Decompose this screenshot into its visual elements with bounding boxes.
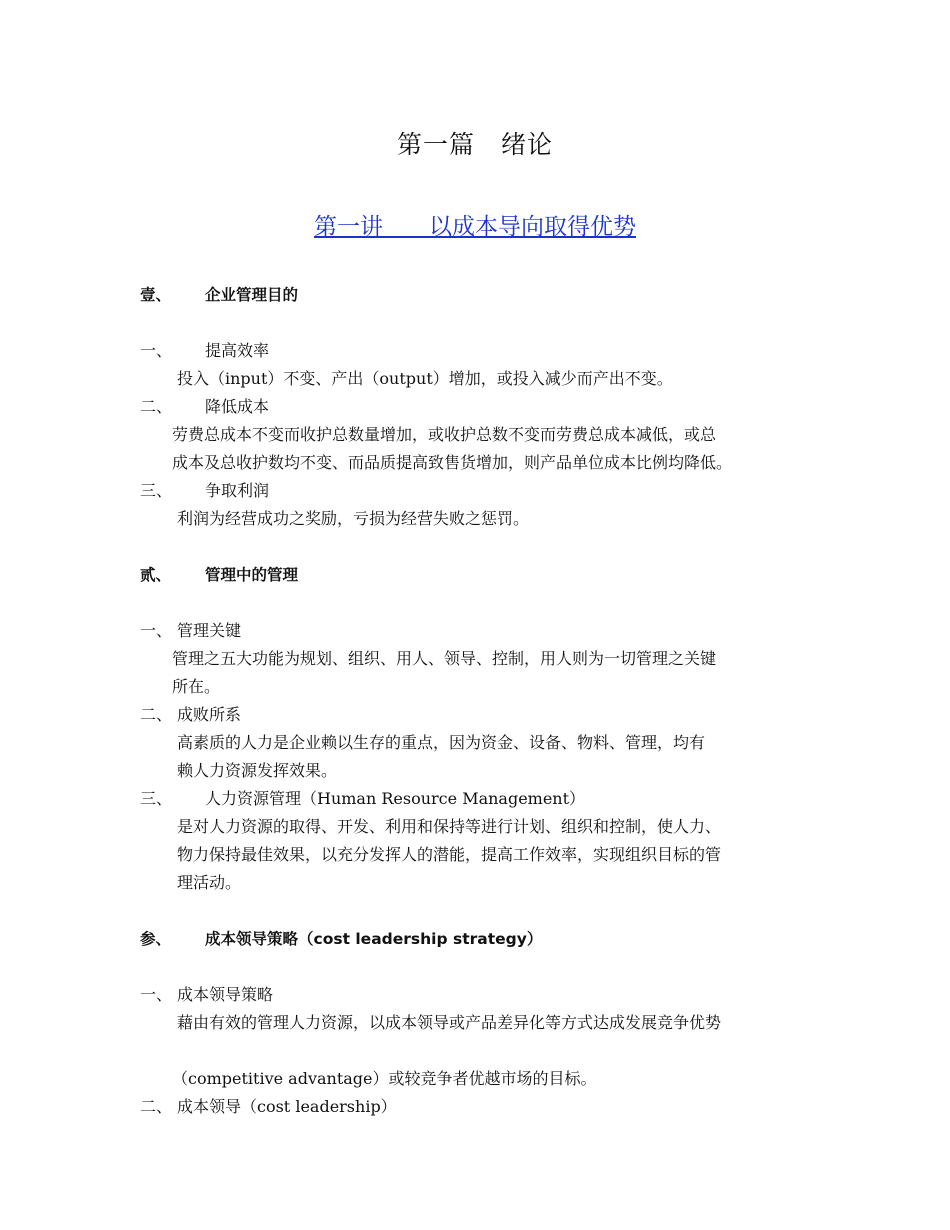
- paragraph-line: 投入（input）不变、产出（output）增加，或投入减少而产出不变。: [177, 369, 673, 388]
- paragraph-line: 赖人力资源发挥效果。: [177, 761, 338, 780]
- paragraph-line: 理活动。: [177, 873, 242, 892]
- item-number: 三、: [140, 481, 173, 500]
- section-number: 壹、: [140, 286, 172, 304]
- item-label: 成败所系: [177, 705, 242, 724]
- item-label: 成本领导（cost leadership）: [177, 1097, 397, 1116]
- paragraph-line: 高素质的人力是企业赖以生存的重点，因为资金、设备、物料、管理，均有: [177, 733, 706, 752]
- item-number: 三、: [140, 789, 173, 808]
- document-title: 第一篇 绪论: [396, 130, 553, 159]
- item-label: 降低成本: [205, 397, 270, 416]
- paragraph-line: 劳费总成本不变而收护总数量增加，或收护总数不变而劳费总成本减低，或总: [172, 425, 717, 444]
- paragraph-line: 管理之五大功能为规划、组织、用人、领导、控制，用人则为一切管理之关键: [172, 649, 717, 668]
- item-label: 成本领导策略: [177, 985, 274, 1004]
- section-heading: 管理中的管理: [205, 566, 299, 584]
- paragraph-line: 利润为经营成功之奖励，亏损为经营失败之惩罚。: [177, 509, 530, 528]
- item-label: 争取利润: [205, 481, 270, 500]
- item-number: 二、: [140, 705, 173, 724]
- paragraph-line: 成本及总收护数均不变、而品质提高致售货增加，则产品单位成本比例均降低。: [172, 453, 733, 472]
- section-heading: 成本领导策略（cost leadership strategy）: [205, 930, 543, 948]
- item-number: 一、: [140, 621, 173, 640]
- item-number: 一、: [140, 985, 173, 1004]
- section-heading: 企业管理目的: [205, 286, 299, 304]
- item-number: 二、: [140, 397, 173, 416]
- section-number: 参、: [140, 930, 172, 948]
- paragraph-line: 是对人力资源的取得、开发、利用和保持等进行计划、组织和控制，使人力、: [177, 817, 722, 836]
- section-number: 贰、: [140, 566, 172, 584]
- paragraph-line: 物力保持最佳效果，以充分发挥人的潜能，提高工作效率，实现组织目标的管: [177, 845, 722, 864]
- paragraph-line: 藉由有效的管理人力资源，以成本领导或产品差异化等方式达成发展竞争优势: [177, 1013, 722, 1032]
- paragraph-line: （competitive advantage）或较竞争者优越市场的目标。: [172, 1069, 597, 1088]
- item-number: 二、: [140, 1097, 173, 1116]
- item-label: 人力资源管理（Human Resource Management）: [205, 789, 586, 808]
- item-label: 管理关键: [177, 621, 242, 640]
- paragraph-line: 所在。: [172, 677, 221, 696]
- lecture-title-link[interactable]: 第一讲 以成本导向取得优势: [314, 214, 636, 240]
- item-label: 提高效率: [205, 341, 270, 360]
- item-number: 一、: [140, 341, 173, 360]
